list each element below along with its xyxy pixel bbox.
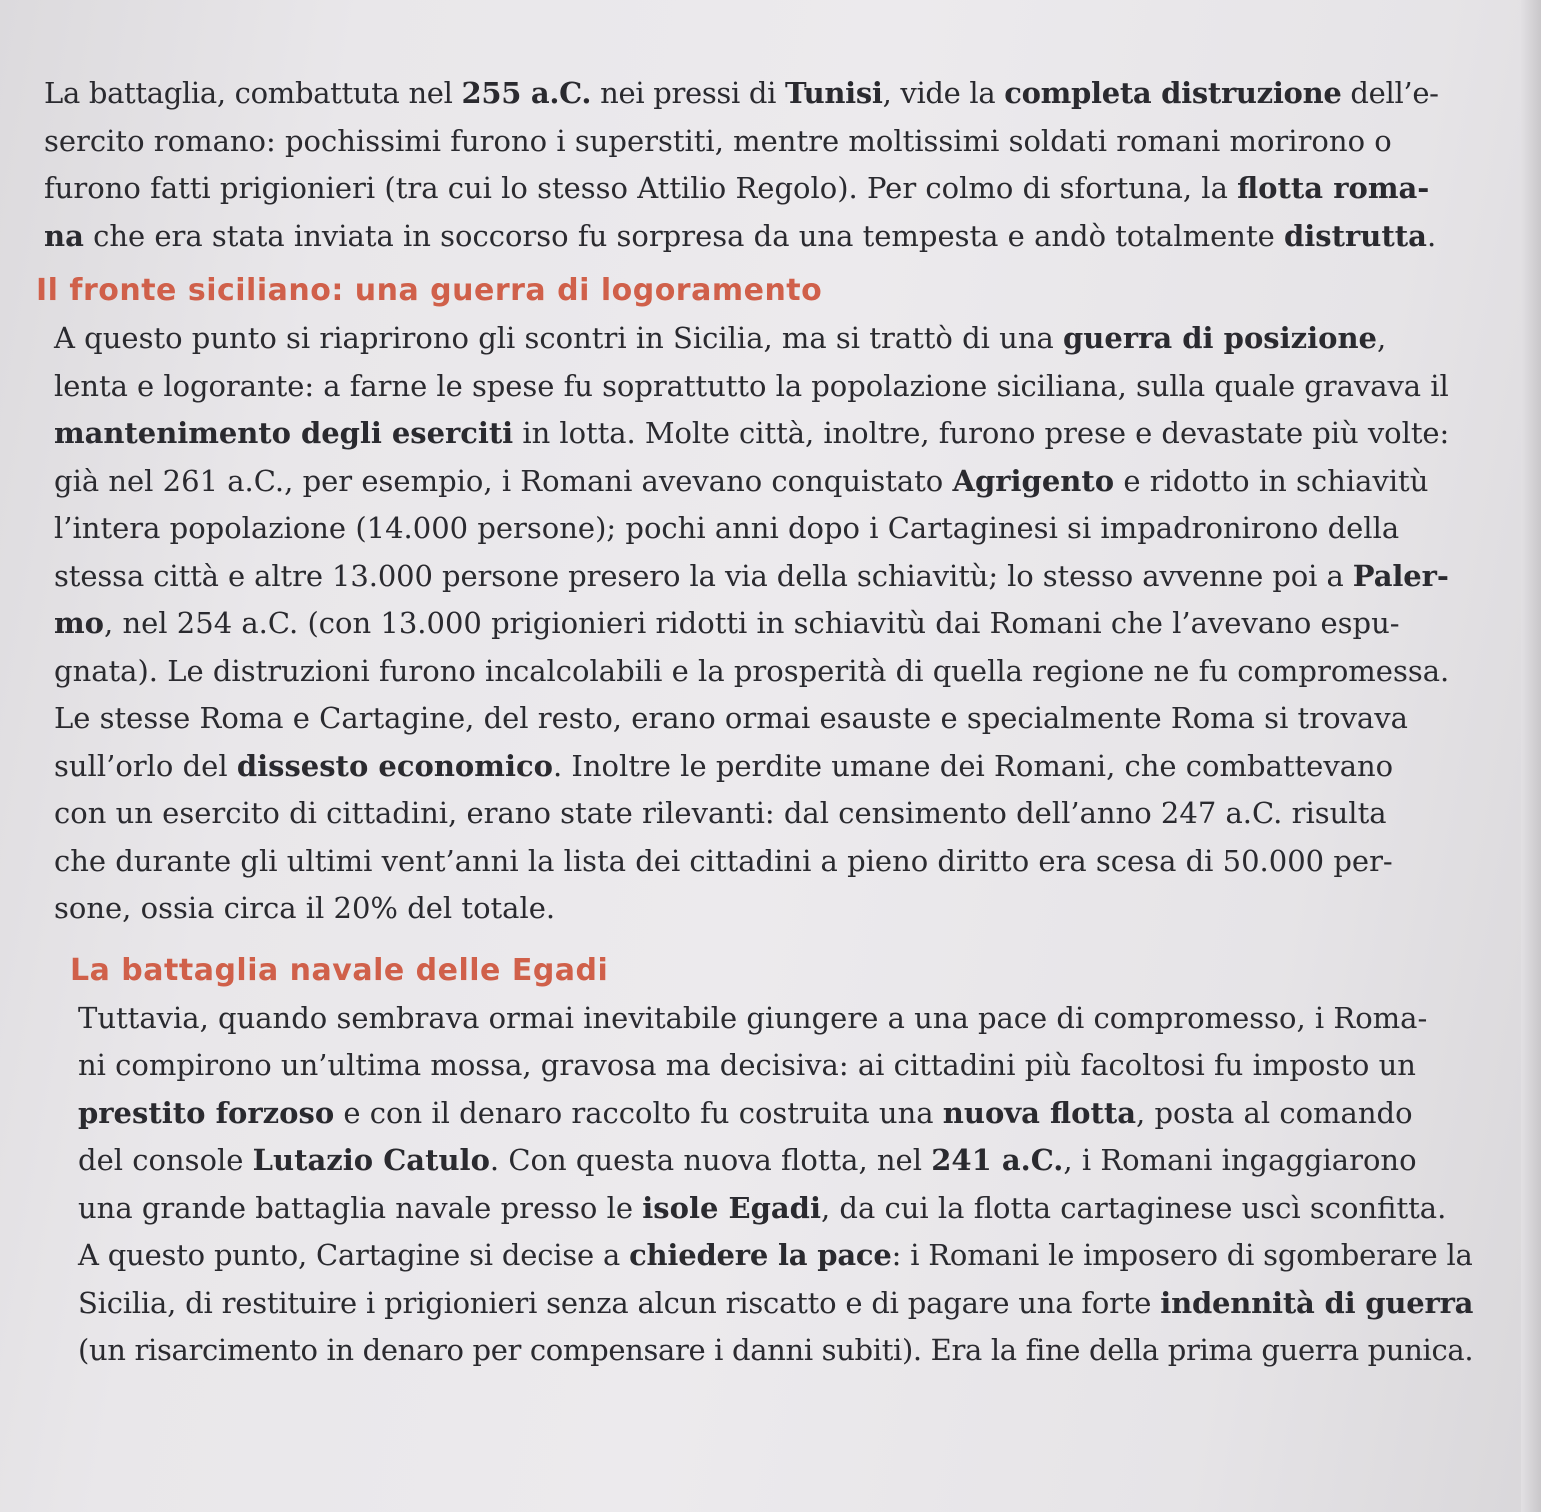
bold-term: isole Egadi: [642, 1190, 821, 1225]
bold-term: dissesto economico: [236, 748, 553, 783]
text-run: , vide la: [882, 76, 1005, 110]
text-column: [36, 70, 1474, 1375]
text-line: [78, 1137, 1444, 1185]
text-run: A questo punto, Cartagine si decise a: [78, 1238, 630, 1272]
text-line: [54, 553, 1449, 601]
text-run: . Con questa nuova flotta, nel: [489, 1143, 932, 1177]
text-run: una grande battaglia navale presso le: [78, 1190, 643, 1225]
text-run: gnata). Le distruzioni furono incalcolabili e la prosperità di quella regione ne fu compromessa.: [54, 653, 1450, 688]
text-line: [44, 118, 1444, 166]
text-run: nei pressi di: [591, 76, 785, 110]
bold-term: Paler-: [1352, 558, 1449, 593]
text-run: A questo punto si riaprirono gli scontri in Sicilia, ma si trattò di una: [54, 321, 1064, 355]
text-line: [44, 213, 1444, 261]
bold-term: Tunisi: [785, 76, 883, 110]
text-line: [78, 1280, 1474, 1328]
bold-term: indennità di guerra: [1160, 1285, 1474, 1320]
text-run: La battaglia, combattuta nel: [44, 76, 462, 110]
text-run: Sicilia, di restituire i prigionieri senza alcun riscatto e di pagare una forte: [78, 1285, 1161, 1320]
bold-term: prestito forzoso: [78, 1095, 335, 1130]
text-run: .: [1426, 218, 1437, 253]
bold-term: 255 a.C.: [461, 76, 592, 110]
text-run: . Inoltre le perdite umane dei Romani, che combattevano: [552, 748, 1394, 783]
text-line: [54, 363, 1449, 411]
text-run: sone, ossia circa il 20% del totale.: [54, 891, 556, 925]
text-run: dell’e-: [1341, 76, 1439, 110]
bold-term: 241 a.C.: [931, 1143, 1064, 1177]
text-run: sull’orlo del: [54, 748, 237, 783]
text-line: [54, 695, 1444, 743]
text-run: : i Romani le imposero di sgomberare la: [891, 1238, 1473, 1272]
text-line: [44, 70, 1444, 118]
text-line: [54, 885, 1444, 933]
bold-term: completa distruzione: [1004, 76, 1342, 110]
text-line: [54, 505, 1444, 553]
bold-term: mo: [54, 606, 105, 640]
text-run: , posta al comando: [1136, 1095, 1413, 1130]
bold-term: distrutta: [1283, 218, 1427, 253]
text-line: [54, 838, 1444, 886]
bold-term: Agrigento: [952, 463, 1115, 498]
bold-term: flotta roma-: [1237, 171, 1430, 205]
bold-term: guerra di posizione: [1063, 321, 1377, 355]
text-run: , da cui la flotta cartaginese uscì sconfitta.: [820, 1190, 1447, 1225]
text-line: [78, 1185, 1447, 1233]
text-line: [54, 790, 1444, 838]
text-run: del console: [78, 1143, 253, 1177]
text-line: [44, 165, 1444, 213]
text-line: [54, 600, 1444, 648]
text-run: che durante gli ultimi vent’anni la lista dei cittadini a pieno diritto era scesa di 50.000 per-: [54, 843, 1393, 878]
text-run: (un risarcimento in denaro per compensare i danni subiti). Era la fine della prima guerra punica.: [78, 1333, 1474, 1367]
text-line: [78, 1090, 1444, 1138]
text-run: che era stata inviata in soccorso fu sorpresa da una tempesta e andò totalmente: [83, 218, 1284, 253]
text-run: Tuttavia, quando sembrava ormai inevitabile giungere a una pace di compromesso, i Roma-: [78, 1000, 1428, 1035]
text-line: [54, 410, 1450, 458]
text-run: e ridotto in schiavitù: [1114, 463, 1429, 498]
text-run: e con il denaro raccolto fu costruita una: [334, 1095, 943, 1130]
text-line: [54, 648, 1450, 696]
text-run: già nel 261 a.C., per esempio, i Romani avevano conquistato: [54, 463, 953, 498]
text-run: con un esercito di cittadini, erano state rilevanti: dal censimento dell’anno 247 a.C. risulta: [54, 796, 1387, 830]
text-line: [54, 743, 1444, 791]
text-line: [78, 995, 1444, 1043]
text-run: lenta e logorante: a farne le spese fu soprattutto la popolazione siciliana, sulla quale gravava il: [54, 368, 1449, 403]
text-run: furono fatti prigionieri (tra cui lo stesso Attilio Regolo). Per colmo di sfortuna, la: [44, 171, 1238, 205]
page-edge: [1521, 0, 1541, 1512]
bold-term: nuova flotta: [942, 1095, 1137, 1130]
text-run: stessa città e altre 13.000 persone presero la via della schiavitù; lo stesso avvenne poi a: [54, 558, 1353, 593]
text-run: Le stesse Roma e Cartagine, del resto, erano ormai esauste e specialmente Roma si trovava: [54, 701, 1408, 735]
bold-term: Lutazio Catulo: [252, 1143, 490, 1177]
section-heading-egadi-battle: La battaglia navale delle Egadi: [70, 952, 609, 988]
text-run: , nel 254 a.C. (con 13.000 prigionieri ridotti in schiavitù dai Romani che l’avevano espu-: [104, 606, 1400, 640]
text-run: , i Romani ingaggiarono: [1063, 1143, 1417, 1177]
text-line: [78, 1327, 1474, 1375]
text-line: [78, 1042, 1444, 1090]
bold-term: na: [44, 218, 84, 253]
text-run: l’intera popolazione (14.000 persone); pochi anni dopo i Cartaginesi si impadronirono della: [54, 511, 1400, 545]
text-run: sercito romano: pochissimi furono i superstiti, mentre moltissimi soldati romani morirono o: [44, 123, 1392, 158]
bold-term: mantenimento degli eserciti: [54, 416, 514, 450]
text-run: ni compirono un’ultima mossa, gravosa ma decisiva: ai cittadini più facoltosi fu imposto un: [78, 1048, 1416, 1082]
text-line: [54, 315, 1444, 363]
text-line: [78, 1232, 1473, 1280]
bold-term: chiedere la pace: [629, 1238, 892, 1272]
egadi-battle-paragraph: [78, 995, 1474, 1375]
section-heading-sicilian-front: Il fronte siciliano: una guerra di logoramento: [36, 273, 823, 308]
intro-paragraph: [44, 70, 1444, 260]
sicilian-front-paragraph: [54, 315, 1450, 933]
text-run: ,: [1377, 321, 1387, 355]
text-run: in lotta. Molte città, inoltre, furono prese e devastate più volte:: [513, 416, 1450, 450]
text-line: [54, 458, 1444, 506]
